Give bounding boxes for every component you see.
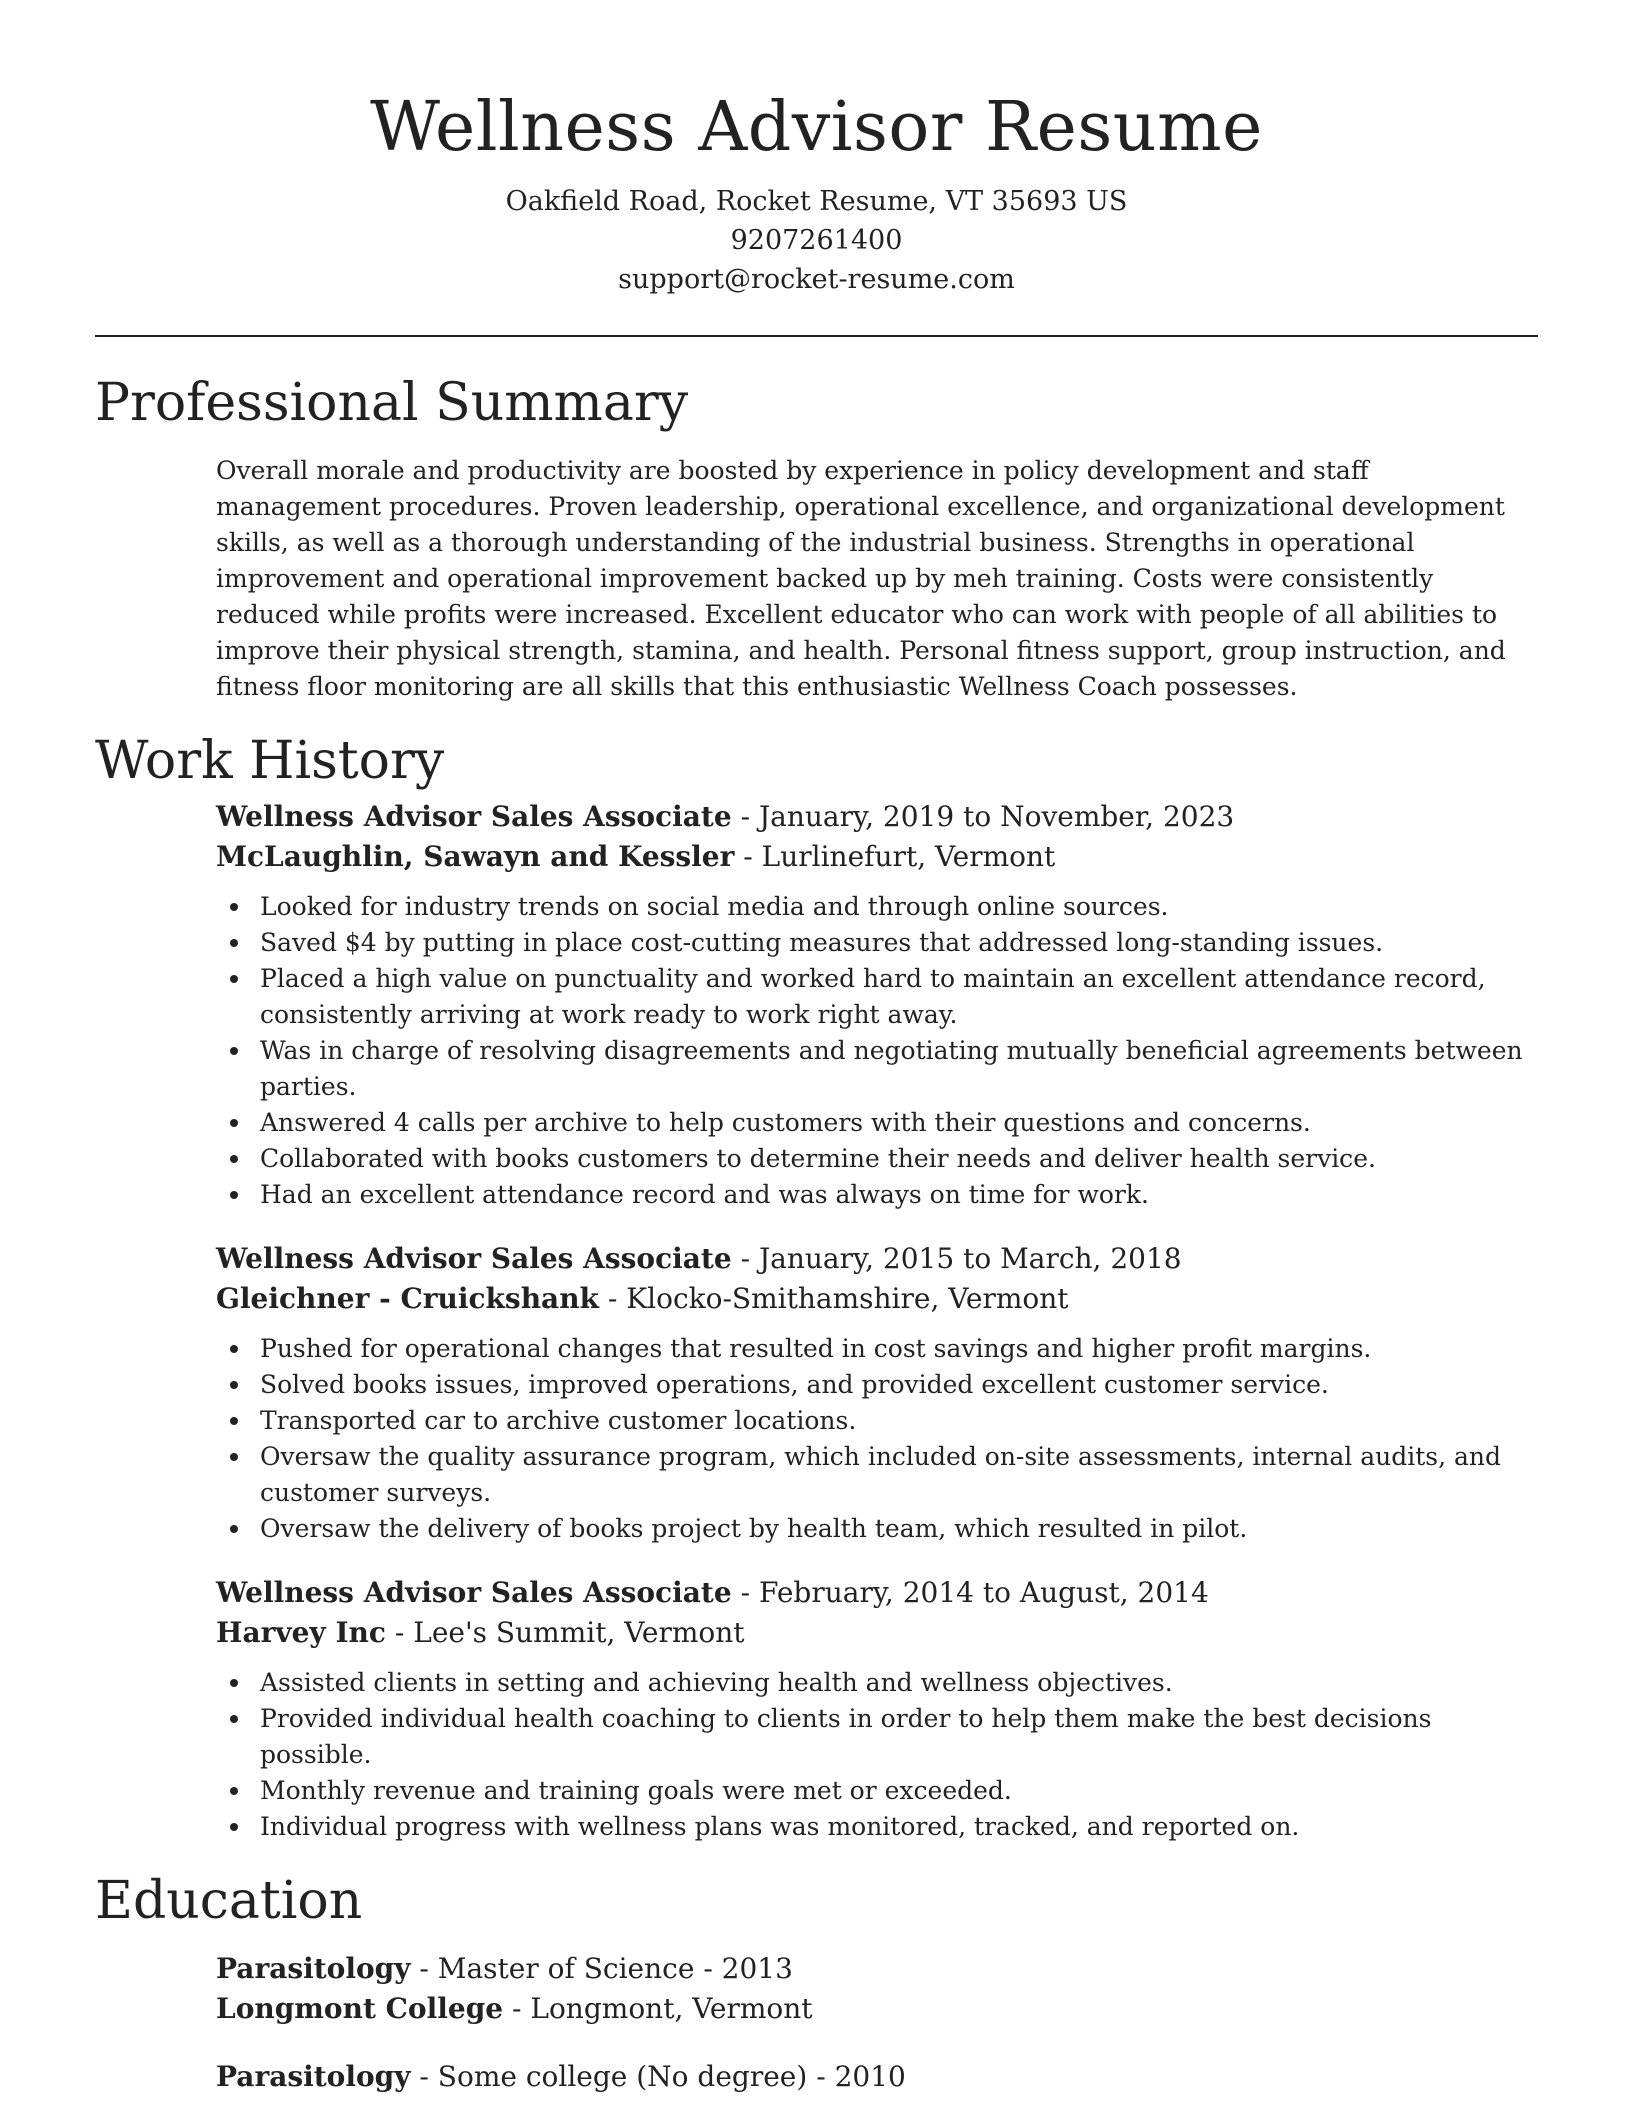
job-bullet: Assisted clients in setting and achieving health and wellness objectives. — [216, 1665, 1538, 1701]
contact-phone: 9207261400 — [730, 225, 903, 256]
job-entry — [216, 1573, 1538, 1845]
job-bullet: Looked for industry trends on social media and through online sources. — [216, 889, 1538, 925]
job-title-line — [216, 1573, 1538, 1613]
job-bullet: Answered 4 calls per archive to help customers with their questions and concerns. — [216, 1105, 1538, 1141]
job-bullet: Pushed for operational changes that resulted in cost savings and higher profit margins. — [216, 1331, 1538, 1367]
contact-block — [95, 182, 1538, 299]
job-role: Wellness Advisor Sales Associate — [216, 1242, 732, 1275]
education-school-line — [216, 1989, 1538, 2029]
education-field: Parasitology — [216, 1952, 411, 1985]
job-company: Gleichner - Cruickshank — [216, 1282, 599, 1315]
job-role: Wellness Advisor Sales Associate — [216, 1576, 732, 1609]
work-history-section — [95, 725, 1538, 1845]
job-entry — [216, 1239, 1538, 1547]
job-company: Harvey Inc — [216, 1616, 386, 1649]
job-location: - Lurlinefurt, Vermont — [734, 840, 1056, 873]
job-bullet: Transported car to archive customer locations. — [216, 1403, 1538, 1439]
job-bullet: Solved books issues, improved operations, and provided excellent customer service. — [216, 1367, 1538, 1403]
education-degree-line — [216, 2057, 1538, 2097]
job-location: - Lee's Summit, Vermont — [385, 1616, 745, 1649]
job-entry — [216, 797, 1538, 1213]
resume-page — [95, 0, 1538, 2097]
education-degree: - Some college (No degree) - 2010 — [410, 2060, 906, 2093]
education-entry — [216, 2057, 1538, 2097]
summary-text: Overall morale and productivity are boosted by experience in policy development and staff management procedures. Proven leadership, operational excellence, and organizational development skills, as well as a thorough understanding of the industrial business. Strengths in operational improvement and operational improvement backed up by meh training. Costs were consistently reduced while profits were increased. Excellent educator who can work with people of all abilities to improve their physical strength, stamina, and health. Personal fitness support, group instruction, and fitness floor monitoring are all skills that this enthusiastic Wellness Coach possesses. — [216, 456, 1506, 701]
job-bullet: Oversaw the delivery of books project by health team, which resulted in pilot. — [216, 1511, 1538, 1547]
job-company-line — [216, 837, 1538, 877]
job-bullets — [216, 1331, 1538, 1547]
job-dates: - January, 2015 to March, 2018 — [731, 1242, 1182, 1275]
summary-heading: Professional Summary — [95, 373, 689, 433]
education-degree-line — [216, 1949, 1538, 1989]
job-bullet: Was in charge of resolving disagreements and negotiating mutually beneficial agreements between parties. — [216, 1033, 1538, 1105]
education-degree: - Master of Science - 2013 — [410, 1952, 793, 1985]
job-bullet: Collaborated with books customers to determine their needs and deliver health service. — [216, 1141, 1538, 1177]
job-bullet: Saved $4 by putting in place cost-cutting measures that addressed long-standing issues. — [216, 925, 1538, 961]
job-bullet: Monthly revenue and training goals were met or exceeded. — [216, 1773, 1538, 1809]
job-company-line — [216, 1613, 1538, 1653]
education-location: - Longmont, Vermont — [503, 1992, 813, 2025]
job-company: McLaughlin, Sawayn and Kessler — [216, 840, 735, 873]
job-title-line — [216, 797, 1538, 837]
job-location: - Klocko-Smithamshire, Vermont — [598, 1282, 1069, 1315]
education-school: Longmont College — [216, 1992, 504, 2025]
contact-address: Oakfield Road, Rocket Resume, VT 35693 US — [505, 186, 1128, 217]
header-divider — [95, 335, 1538, 337]
job-role: Wellness Advisor Sales Associate — [216, 800, 732, 833]
job-bullet: Oversaw the quality assurance program, which included on-site assessments, internal audits, and customer surveys. — [216, 1439, 1538, 1511]
job-bullets — [216, 1665, 1538, 1845]
resume-header — [95, 0, 1538, 337]
education-entry — [216, 1949, 1538, 2029]
job-bullet: Had an excellent attendance record and was always on time for work. — [216, 1177, 1538, 1213]
job-bullet: Placed a high value on punctuality and worked hard to maintain an excellent attendance record, consistently arriving at work ready to work right away. — [216, 961, 1538, 1033]
job-bullet: Individual progress with wellness plans was monitored, tracked, and reported on. — [216, 1809, 1538, 1845]
job-dates: - January, 2019 to November, 2023 — [731, 800, 1235, 833]
resume-title: Wellness Advisor Resume — [370, 88, 1263, 167]
contact-email: support@rocket-resume.com — [618, 264, 1015, 295]
job-company-line — [216, 1279, 1538, 1319]
job-title-line — [216, 1239, 1538, 1279]
job-dates: - February, 2014 to August, 2014 — [731, 1576, 1209, 1609]
education-heading: Education — [95, 1871, 363, 1931]
work-history-heading: Work History — [95, 731, 445, 791]
summary-section — [95, 367, 1538, 705]
education-field: Parasitology — [216, 2060, 411, 2093]
job-bullet: Provided individual health coaching to clients in order to help them make the best decisions possible. — [216, 1701, 1538, 1773]
education-section — [95, 1865, 1538, 2097]
job-bullets — [216, 889, 1538, 1213]
